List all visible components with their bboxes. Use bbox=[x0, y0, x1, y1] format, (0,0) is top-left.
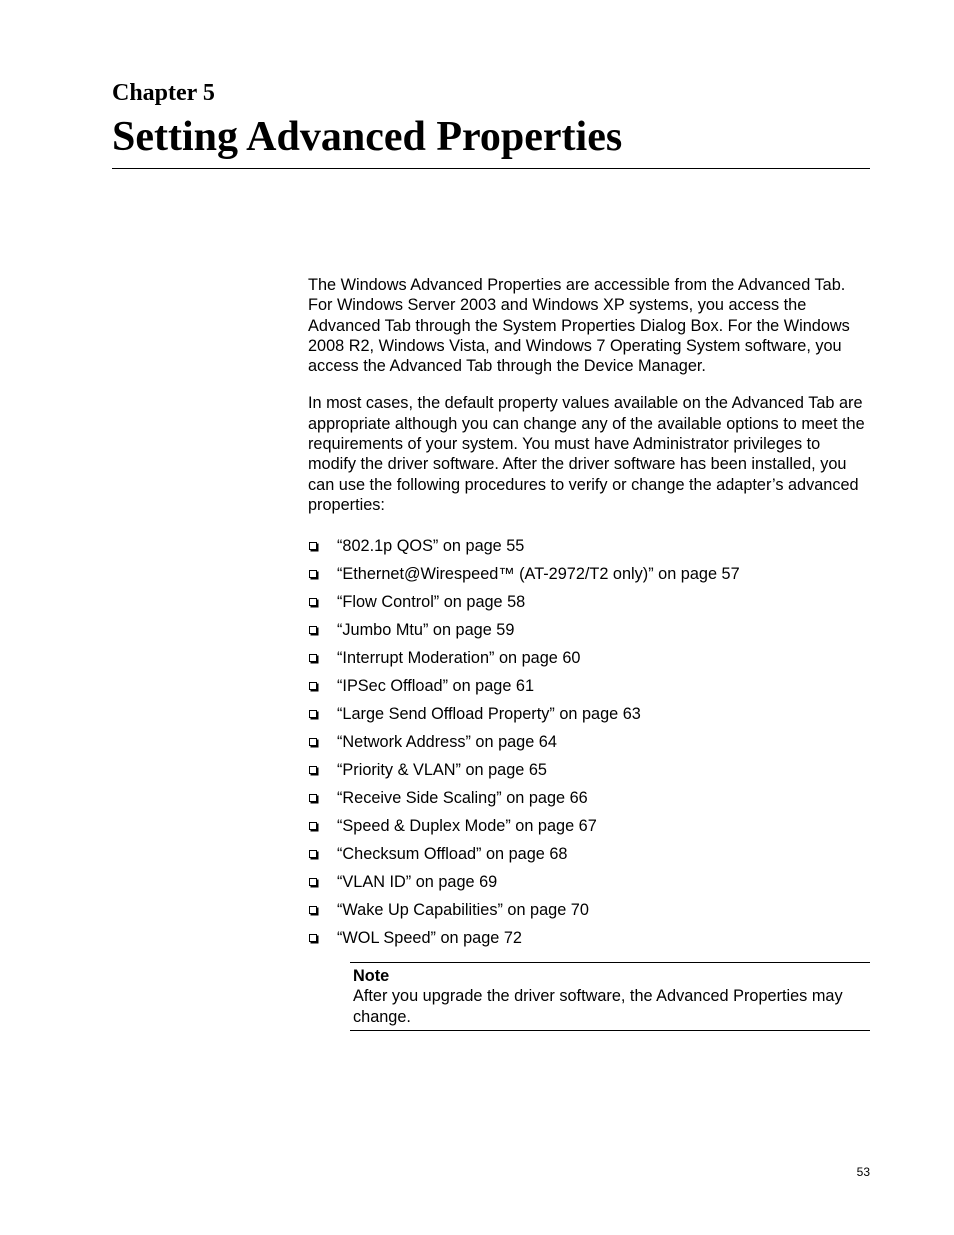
chapter-title: Setting Advanced Properties bbox=[112, 114, 623, 160]
square-bullet-icon bbox=[309, 766, 317, 774]
list-item bbox=[308, 872, 870, 900]
list-item bbox=[308, 928, 870, 953]
square-bullet-icon bbox=[309, 710, 317, 718]
list-item bbox=[308, 732, 870, 760]
list-item bbox=[308, 564, 870, 592]
list-item bbox=[308, 676, 870, 704]
square-bullet-icon bbox=[309, 570, 317, 578]
note-box bbox=[350, 962, 870, 1031]
list-item bbox=[308, 620, 870, 648]
xref-link[interactable]: “Ethernet@Wirespeed™ (AT-2972/T2 only)” on page 57 bbox=[337, 565, 740, 584]
xref-link[interactable]: “Receive Side Scaling” on page 66 bbox=[337, 789, 588, 808]
xref-link[interactable]: “WOL Speed” on page 72 bbox=[337, 929, 522, 948]
square-bullet-icon bbox=[309, 542, 317, 550]
square-bullet-icon bbox=[309, 934, 317, 942]
xref-link[interactable]: “Checksum Offload” on page 68 bbox=[337, 845, 568, 864]
xref-link[interactable]: “Flow Control” on page 58 bbox=[337, 593, 526, 612]
square-bullet-icon bbox=[309, 906, 317, 914]
square-bullet-icon bbox=[309, 794, 317, 802]
square-bullet-icon bbox=[309, 878, 317, 886]
list-item bbox=[308, 592, 870, 620]
list-item bbox=[308, 844, 870, 872]
xref-link[interactable]: “IPSec Offload” on page 61 bbox=[337, 677, 535, 696]
square-bullet-icon bbox=[309, 822, 317, 830]
xref-link[interactable]: “VLAN ID” on page 69 bbox=[337, 873, 498, 892]
procedure-list bbox=[308, 536, 870, 953]
square-bullet-icon bbox=[309, 598, 317, 606]
chapter-label: Chapter 5 bbox=[112, 80, 215, 106]
list-item bbox=[308, 536, 870, 564]
square-bullet-icon bbox=[309, 850, 317, 858]
xref-link[interactable]: “Large Send Offload Property” on page 63 bbox=[337, 705, 641, 724]
square-bullet-icon bbox=[309, 738, 317, 746]
xref-link[interactable]: “Interrupt Moderation” on page 60 bbox=[337, 649, 581, 668]
xref-link[interactable]: “Priority & VLAN” on page 65 bbox=[337, 761, 547, 780]
list-item bbox=[308, 648, 870, 676]
square-bullet-icon bbox=[309, 654, 317, 662]
intro-paragraph: The Windows Advanced Properties are accessible from the Advanced Tab. For Windows Server 2003 and Windows XP systems, you access the Advanced Tab through the System Properties Dialog Box. For the Windows 2008 R2, Windows Vista, and Windows 7 Operating System software, you access the Advanced Tab through the Device Manager. bbox=[308, 276, 850, 376]
title-divider bbox=[112, 168, 870, 169]
note-label: Note bbox=[353, 967, 390, 985]
list-item bbox=[308, 704, 870, 732]
procedures-paragraph: In most cases, the default property values available on the Advanced Tab are appropriate although you can change any of the available options to meet the requirements of your system. You must have Administrator privileges to modify the driver software. After the driver software has been installed, you can use the following procedures to verify or change the adapter’s advanced properties: bbox=[308, 394, 865, 514]
list-item bbox=[308, 900, 870, 928]
list-item bbox=[308, 788, 870, 816]
xref-link[interactable]: “802.1p QOS” on page 55 bbox=[337, 537, 525, 556]
body-content bbox=[308, 275, 870, 953]
page-number: 53 bbox=[856, 1165, 870, 1179]
list-item bbox=[308, 760, 870, 788]
note-text: After you upgrade the driver software, the Advanced Properties may change. bbox=[353, 987, 843, 1026]
list-item bbox=[308, 816, 870, 844]
xref-link[interactable]: “Speed & Duplex Mode” on page 67 bbox=[337, 817, 597, 836]
xref-link[interactable]: “Network Address” on page 64 bbox=[337, 733, 557, 752]
square-bullet-icon bbox=[309, 626, 317, 634]
xref-link[interactable]: “Jumbo Mtu” on page 59 bbox=[337, 621, 515, 640]
square-bullet-icon bbox=[309, 682, 317, 690]
xref-link[interactable]: “Wake Up Capabilities” on page 70 bbox=[337, 901, 589, 920]
